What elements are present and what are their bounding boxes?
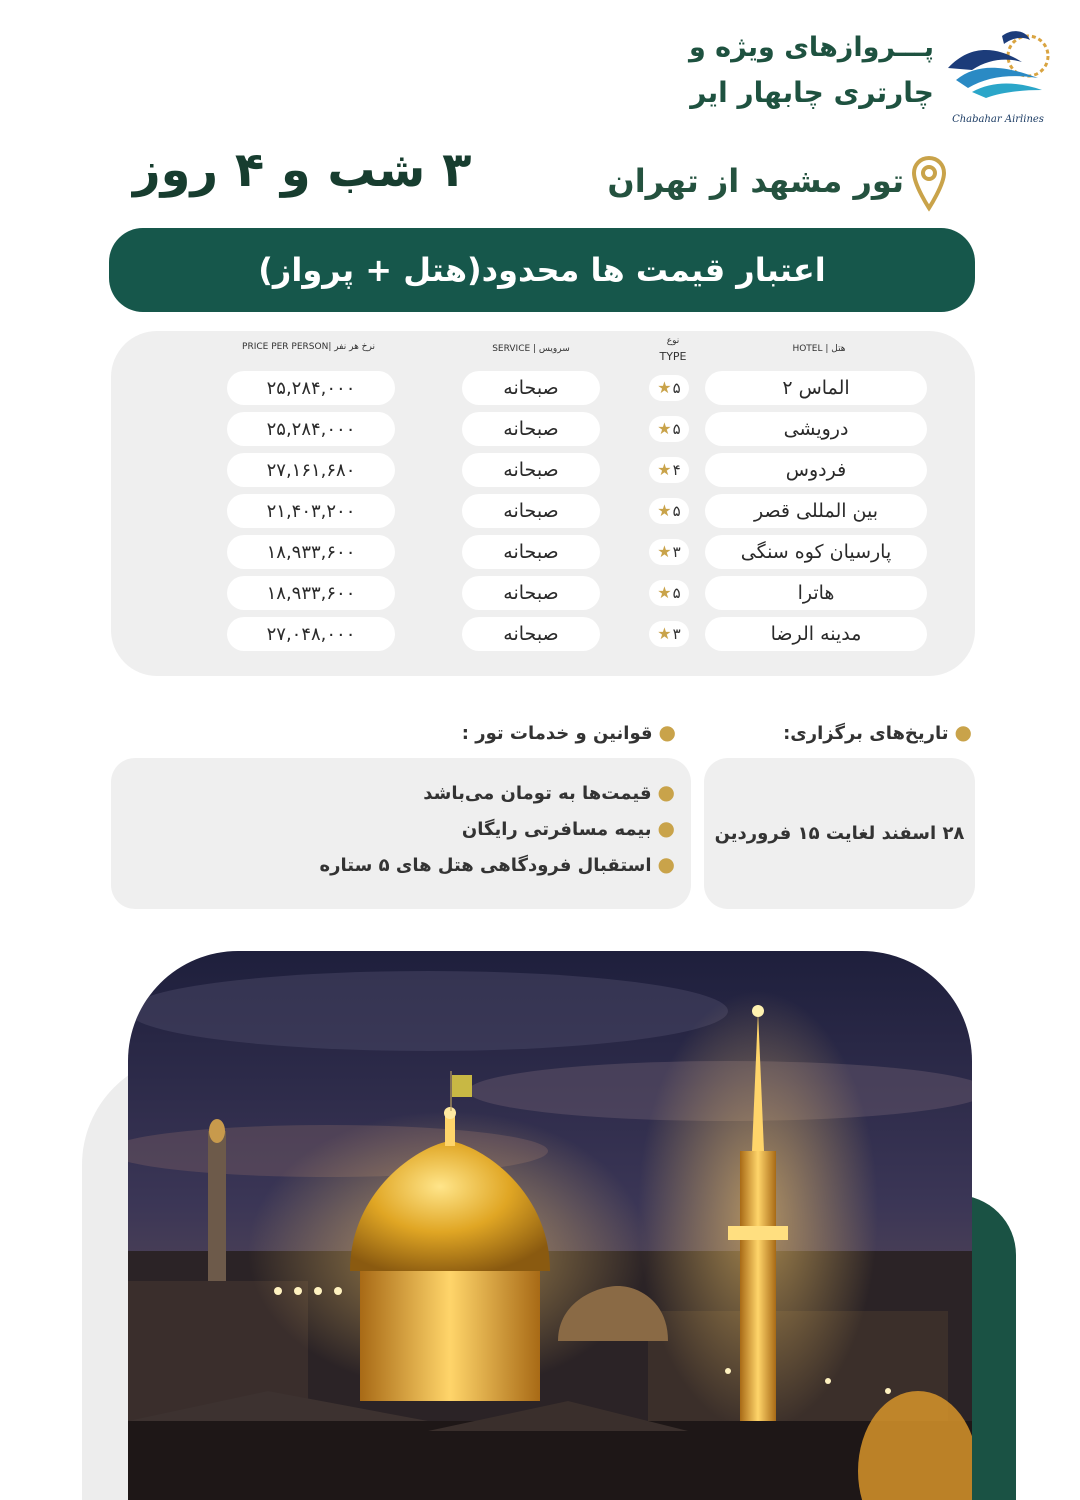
- service-type: صبحانه: [462, 412, 600, 446]
- service-type: صبحانه: [462, 453, 600, 487]
- table-row: [111, 494, 975, 528]
- star-count: ۴: [672, 461, 681, 479]
- star-count: ۵: [672, 584, 681, 602]
- dates-value: ۲۸ اسفند لغایت ۱۵ فروردین: [714, 823, 965, 844]
- rule-text: بیمه مسافرتی رایگان: [461, 819, 652, 840]
- price-table: [111, 331, 975, 676]
- star-icon: ★: [657, 419, 672, 438]
- banner-text: اعتبار قیمت ها محدود(هتل + پرواز): [258, 251, 826, 289]
- table-row: [111, 371, 975, 405]
- hotel-name: هاترا: [705, 576, 927, 610]
- header-type: [647, 333, 699, 365]
- brand-english-name: Chabahar Airlines: [952, 114, 1044, 125]
- bullet-dot-icon: ●: [658, 720, 676, 744]
- rule-text: استقبال فرودگاهی هتل های ۵ ستاره: [319, 855, 652, 876]
- star-count: ۳: [672, 625, 681, 643]
- hotel-name: فردوس: [705, 453, 927, 487]
- star-icon: ★: [657, 378, 672, 397]
- service-type: صبحانه: [462, 371, 600, 405]
- star-rating: [649, 416, 689, 442]
- star-rating: [649, 621, 689, 647]
- bullet-dot-icon: ●: [657, 816, 675, 840]
- star-rating: [649, 580, 689, 606]
- header-price: PRICE PER PERSON| نرخ هر نفر: [242, 342, 375, 352]
- brand-tagline: پـــروازهای ویژه و: [688, 32, 934, 63]
- star-icon: ★: [657, 460, 672, 479]
- header-type-en: TYPE: [659, 350, 687, 363]
- star-icon: ★: [657, 624, 672, 643]
- bullet-dot-icon: ●: [954, 720, 972, 744]
- star-icon: ★: [657, 583, 672, 602]
- hotel-name: پارسیان کوه سنگی: [705, 535, 927, 569]
- price-per-person: ۲۷,۱۶۱,۶۸۰: [227, 453, 395, 487]
- price-per-person: ۲۷,۰۴۸,۰۰۰: [227, 617, 395, 651]
- tour-duration: ۳ شب و ۴ روز: [133, 142, 472, 198]
- bullet-dot-icon: ●: [657, 852, 675, 876]
- star-count: ۵: [672, 420, 681, 438]
- dates-card: [704, 758, 975, 909]
- rule-item: [423, 780, 675, 804]
- hotel-name: درویشی: [705, 412, 927, 446]
- brand-name: چارتری چابهار ایر: [690, 76, 934, 109]
- bullet-dot-icon: ●: [657, 780, 675, 804]
- star-rating: [649, 539, 689, 565]
- header-type-fa: نوع: [666, 336, 680, 346]
- star-count: ۳: [672, 543, 681, 561]
- hotel-name: بین المللی قصر: [705, 494, 927, 528]
- hotel-name: الماس ۲: [705, 371, 927, 405]
- wave-sun-logo-icon: [942, 22, 1052, 102]
- shrine-night-photo: [128, 951, 972, 1500]
- hotel-name: مدینه الرضا: [705, 617, 927, 651]
- price-per-person: ۲۱,۴۰۳,۲۰۰: [227, 494, 395, 528]
- header-hotel: HOTEL | هتل: [792, 344, 846, 354]
- table-row: [111, 453, 975, 487]
- rules-heading-text: قوانین و خدمات تور :: [461, 723, 653, 744]
- rule-text: قیمت‌ها به تومان می‌باشد: [423, 783, 652, 804]
- star-rating: [649, 498, 689, 524]
- header-service: SERVICE | سرویس: [492, 344, 570, 354]
- star-icon: ★: [657, 501, 672, 520]
- rule-item: [462, 816, 675, 840]
- dates-heading: [783, 720, 972, 744]
- price-per-person: ۲۵,۲۸۴,۰۰۰: [227, 412, 395, 446]
- table-row: [111, 576, 975, 610]
- service-type: صبحانه: [462, 576, 600, 610]
- tour-title: تور مشهد از تهران: [607, 162, 904, 200]
- price-per-person: ۱۸,۹۳۳,۶۰۰: [227, 576, 395, 610]
- price-per-person: ۲۵,۲۸۴,۰۰۰: [227, 371, 395, 405]
- map-pin-icon: [912, 156, 946, 212]
- table-row: [111, 412, 975, 446]
- price-per-person: ۱۸,۹۳۳,۶۰۰: [227, 535, 395, 569]
- service-type: صبحانه: [462, 535, 600, 569]
- table-row: [111, 617, 975, 651]
- service-type: صبحانه: [462, 617, 600, 651]
- rules-heading: [462, 720, 676, 744]
- airline-logo: [942, 22, 1058, 118]
- star-count: ۵: [672, 502, 681, 520]
- star-rating: [649, 457, 689, 483]
- table-row: [111, 535, 975, 569]
- dates-heading-text: تاریخ‌های برگزاری:: [783, 723, 949, 744]
- price-validity-banner: [109, 228, 975, 312]
- star-rating: [649, 375, 689, 401]
- star-icon: ★: [657, 542, 672, 561]
- star-count: ۵: [672, 379, 681, 397]
- rules-card: [111, 758, 691, 909]
- rule-item: [320, 852, 675, 876]
- brand-header: [688, 18, 1058, 125]
- service-type: صبحانه: [462, 494, 600, 528]
